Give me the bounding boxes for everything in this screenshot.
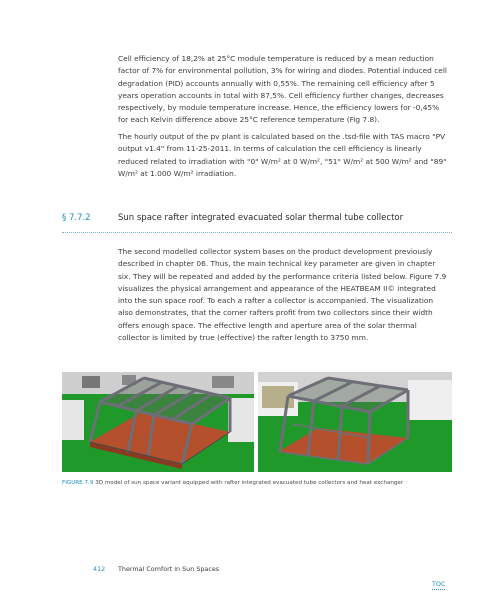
figure-caption: [62, 479, 462, 487]
figure-image-left: [62, 372, 254, 472]
body-paragraph-efficiency: Cell efficiency of 18,2% at 25°C module temperature is reduced by a mean reduction factor of 7% for environmental pollution, 3% for wiring and diodes. Potential induced cell degradation (PID) accounts annually with 0,55%. The remaining cell efficiency after 5 years operation accounts in total with 87,5%. Cell efficiency further changes, decreases respectively, by module temperature increase. Hence, the efficiency lowers for -0,45% for each Kelvin difference above 25°C reference temperature (Fig 7.8).: [118, 54, 447, 125]
section-number: § 7.7.2: [62, 213, 91, 223]
figure-row: [62, 372, 452, 472]
page-number: 412: [93, 565, 106, 573]
body-paragraph-collector: The second modelled collector system bases on the product development previously described in chapter 06. Thus, the main technical key parameter are given in chapter six. They will be repeated and added by the performance criteria listed below. Figure 7.9 visualizes the physical arrangement and appearance of the HEATBEAM II© integrated into the sun space roof. To each a rafter a collector is accompanied. The visualization also demonstrates, that the corner rafters profit from two collectors since their width offers enough space. The effective length and aperture area of the solar thermal collector is limited by true (effective) the rafter length to 3750 mm.: [118, 247, 447, 343]
running-title: Thermal Comfort in Sun Spaces: [118, 565, 220, 573]
figure-label: FIGURE 7.9: [62, 480, 94, 486]
section-title: Sun space rafter integrated evacuated solar thermal tube collector: [118, 213, 404, 223]
section-heading: [62, 212, 452, 233]
body-paragraph-hourly-output: The hourly output of the pv plant is calculated based on the .tsd-file with TAS macro "PV output v1.4" from 11-25-2011. In terms of calculation the cell efficiency is linearly reduced related to irradiation with "0" W/m² at 0 W/m², "51" W/m² at 500 W/m² and "89" W/m² at 1.000 W/m² irradiation.: [118, 132, 447, 178]
figure-caption-text: 3D model of sun space variant equipped with rafter integrated evacuated tube collectors and heat exchanger: [95, 480, 404, 486]
toc-link[interactable]: TOC: [432, 580, 446, 588]
figure-image-right: [258, 372, 452, 472]
